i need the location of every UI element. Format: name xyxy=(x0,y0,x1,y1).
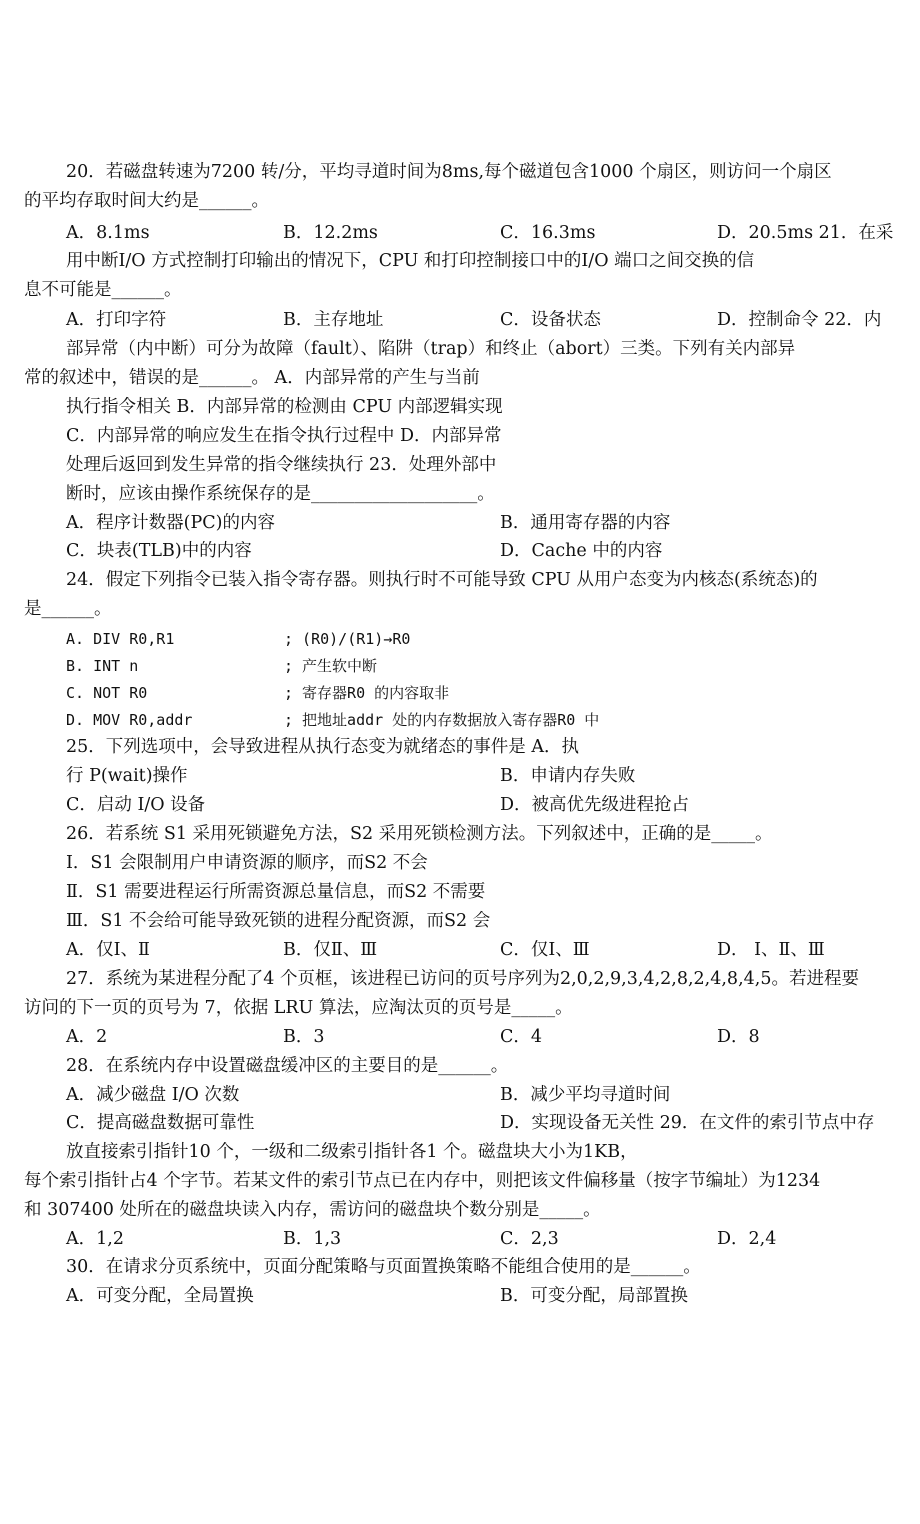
q20-option-a: A．8.1ms xyxy=(66,223,150,243)
q29-stem-line2: 每个索引指针占4 个字节。若某文件的索引节点已在内存中，则把该文件偏移量（按字节编址）为1234 xyxy=(24,1171,821,1191)
q28-option-c: C．提高磁盘数据可靠性 xyxy=(66,1113,255,1133)
q22-stem-line3: 执行指令相关 B．内部异常的检测由 CPU 内部逻辑实现 xyxy=(66,397,503,417)
q28-stem-line1: 28．在系统内存中设置磁盘缓冲区的主要目的是______。 xyxy=(66,1056,509,1076)
q24-code-a-instruction: A. DIV R0,R1 xyxy=(66,630,175,648)
q24-code-a-comment: ; (R0)/(R1)→R0 xyxy=(284,630,411,648)
q27-stem-line2: 访问的下一页的页号为 7，依据 LRU 算法，应淘汰页的页号是_____。 xyxy=(24,998,573,1018)
q21-option-d: D．控制命令 22．内 xyxy=(717,310,882,330)
q24-stem-line1: 24．假定下列指令已装入指令寄存器。则执行时不可能导致 CPU 从用户态变为内核态(系统态)的 xyxy=(66,570,818,590)
q29-option-a: A．1,2 xyxy=(66,1229,124,1249)
q25-option-c: C．启动 I/O 设备 xyxy=(66,795,206,815)
q22-stem-line4: C．内部异常的响应发生在指令执行过程中 D．内部异常 xyxy=(66,426,502,446)
q27-option-a: A．2 xyxy=(66,1027,108,1047)
q30-stem-line1: 30．在请求分页系统中，页面分配策略与页面置换策略不能组合使用的是______。 xyxy=(66,1257,701,1277)
q29-option-b: B．1,3 xyxy=(283,1229,342,1249)
q26-statement-2: Ⅱ．S1 需要进程运行所需资源总量信息，而S2 不需要 xyxy=(66,882,486,902)
q27-option-c: C．4 xyxy=(500,1027,543,1047)
q23-option-b: B．通用寄存器的内容 xyxy=(500,513,671,533)
q29-option-d: D．2,4 xyxy=(717,1229,777,1249)
q26-statement-3: Ⅲ．S1 不会给可能导致死锁的进程分配资源，而S2 会 xyxy=(66,911,491,931)
q24-code-b-comment: ; 产生软中断 xyxy=(284,657,378,675)
q20-option-b: B．12.2ms xyxy=(283,223,378,243)
q23-option-c: C．块表(TLB)中的内容 xyxy=(66,541,252,561)
q26-option-b: B．仅Ⅱ、Ⅲ xyxy=(283,940,378,960)
q24-stem-line2: 是______。 xyxy=(24,599,112,619)
q20-stem-line1: 20．若磁盘转速为7200 转/分，平均寻道时间为8ms,每个磁道包含1000 个扇区，则访问一个扇区 xyxy=(66,162,832,182)
q23-stem-line1: 断时，应该由操作系统保存的是___________________。 xyxy=(66,484,495,504)
q25-option-b: B．申请内存失败 xyxy=(500,766,636,786)
q27-stem-line1: 27．系统为某进程分配了4 个页框，该进程已访问的页号序列为2,0,2,9,3,4,2,8,2,4,8,4,5。若进程要 xyxy=(66,969,859,989)
q24-code-d-comment: ; 把地址addr 处的内存数据放入寄存器R0 中 xyxy=(284,711,600,729)
q26-statement-1: Ⅰ．S1 会限制用户申请资源的顺序，而S2 不会 xyxy=(66,853,428,873)
q23-option-a: A．程序计数器(PC)的内容 xyxy=(66,513,275,533)
q22-stem-line1: 部异常（内中断）可分为故障（fault）、陷阱（trap）和终止（abort）三类。下列有关内部异 xyxy=(66,339,796,359)
q21-option-a: A．打印字符 xyxy=(66,310,167,330)
q21-option-b: B．主存地址 xyxy=(283,310,384,330)
q30-option-a: A．可变分配，全局置换 xyxy=(66,1286,254,1306)
q24-code-c-instruction: C. NOT R0 xyxy=(66,684,148,702)
q28-option-a: A．减少磁盘 I/O 次数 xyxy=(66,1085,240,1105)
q26-option-c: C．仅Ⅰ、Ⅲ xyxy=(500,940,590,960)
q22-stem-line2: 常的叙述中，错误的是______。 A．内部异常的产生与当前 xyxy=(24,368,480,388)
q25-stem-line1: 25．下列选项中，会导致进程从执行态变为就绪态的事件是 A．执 xyxy=(66,737,579,757)
q29-stem-line1: 放直接索引指针10 个，一级和二级索引指针各1 个。磁盘块大小为1KB， xyxy=(66,1142,638,1162)
q26-stem-line1: 26．若系统 S1 采用死锁避免方法，S2 采用死锁检测方法。下列叙述中，正确的是_____。 xyxy=(66,824,773,844)
q21-stem-line2: 息不可能是______。 xyxy=(24,280,182,300)
q29-option-c: C．2,3 xyxy=(500,1229,559,1249)
q24-code-b-instruction: B. INT n xyxy=(66,657,139,675)
q21-stem-line1: 用中断I/O 方式控制打印输出的情况下，CPU 和打印控制接口中的I/O 端口之间交换的信 xyxy=(66,251,755,271)
q25-option-d: D．被高优先级进程抢占 xyxy=(500,795,690,815)
q24-code-d-instruction: D. MOV R0,addr xyxy=(66,711,193,729)
q27-option-b: B．3 xyxy=(283,1027,325,1047)
q23-option-d: D．Cache 中的内容 xyxy=(500,541,663,561)
q22-stem-line5: 处理后返回到发生异常的指令继续执行 23．处理外部中 xyxy=(66,455,497,475)
q29-stem-line3: 和 307400 处所在的磁盘块读入内存，需访问的磁盘块个数分别是_____。 xyxy=(24,1200,601,1220)
q28-option-b: B．减少平均寻道时间 xyxy=(500,1085,671,1105)
q26-option-a: A．仅Ⅰ、Ⅱ xyxy=(66,940,150,960)
q24-code-c-comment: ; 寄存器R0 的内容取非 xyxy=(284,684,450,702)
q26-option-d: D． Ⅰ、Ⅱ、Ⅲ xyxy=(717,940,825,960)
q25-option-a: 行 P(wait)操作 xyxy=(66,766,188,786)
q20-option-c: C．16.3ms xyxy=(500,223,596,243)
q20-option-d: D．20.5ms 21．在采 xyxy=(717,223,894,243)
q27-option-d: D．8 xyxy=(717,1027,760,1047)
q20-stem-line2: 的平均存取时间大约是______。 xyxy=(24,191,269,211)
q28-option-d: D．实现设备无关性 29．在文件的索引节点中存 xyxy=(500,1113,875,1133)
q21-option-c: C．设备状态 xyxy=(500,310,601,330)
q30-option-b: B．可变分配，局部置换 xyxy=(500,1286,688,1306)
